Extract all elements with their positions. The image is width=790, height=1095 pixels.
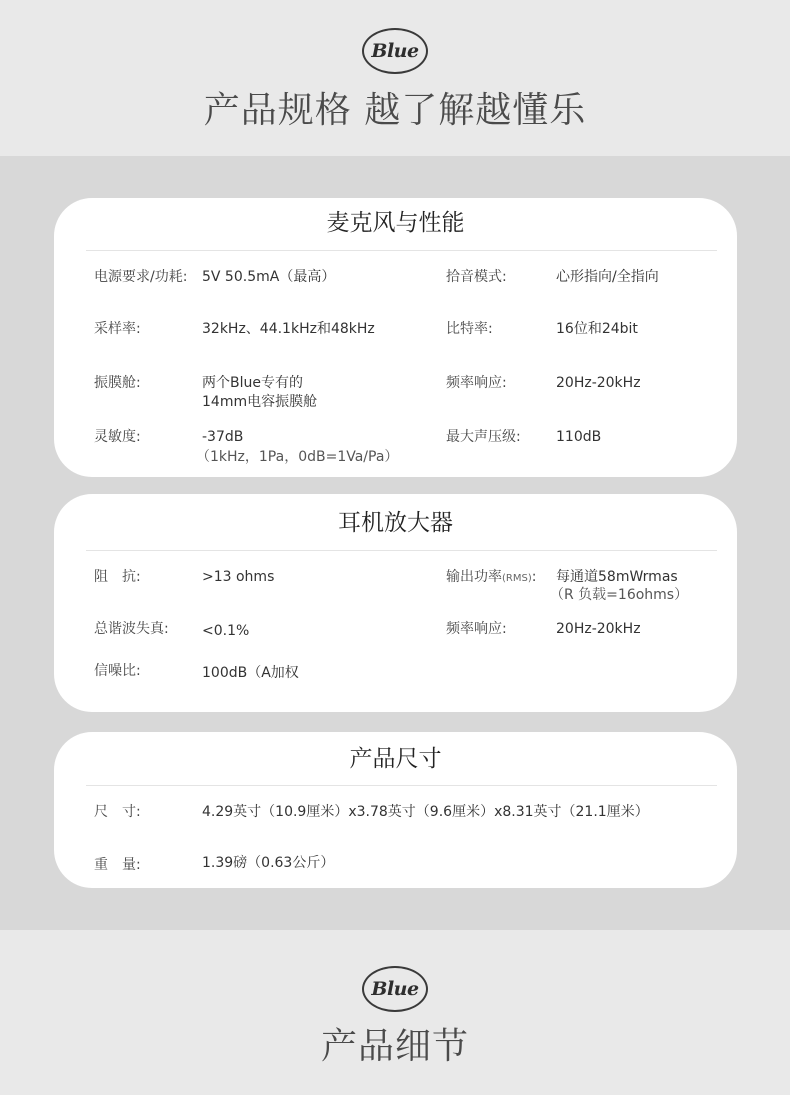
value-frequency-response: 20Hz-20kHz <box>556 621 641 637</box>
value-capsule-line1: 两个Blue专有的 <box>202 375 303 391</box>
label-impedance: 阻 抗: <box>94 569 141 585</box>
footer-band <box>0 930 790 1095</box>
card-divider <box>86 550 717 551</box>
label-capsule: 振膜舱: <box>94 375 141 391</box>
label-snr: 信噪比: <box>94 663 141 679</box>
value-bit-depth: 16位和24bit <box>556 321 638 337</box>
label-output-power-rms: (RMS) <box>502 573 532 584</box>
label-sensitivity: 灵敏度: <box>94 429 141 445</box>
value-thd: <0.1% <box>202 623 250 639</box>
blue-logo <box>362 966 428 1012</box>
label-frequency-response: 频率响应: <box>446 375 507 391</box>
value-power: 5V 50.5mA（最高） <box>202 269 336 285</box>
card-title-mic: 麦克风与性能 <box>326 210 465 236</box>
label-thd: 总谐波失真: <box>94 621 169 637</box>
value-frequency-response: 20Hz-20kHz <box>556 375 641 391</box>
label-bit-depth: 比特率: <box>446 321 493 337</box>
headphone-amp-card <box>54 494 737 712</box>
value-impedance: >13 ohms <box>202 569 275 585</box>
value-weight: 1.39磅（0.63公斤） <box>202 855 335 871</box>
mic-performance-card <box>54 198 737 477</box>
value-output-power-line1: 每通道58mWrmas <box>556 569 678 585</box>
label-output-power-main: 输出功率 <box>446 569 502 585</box>
card-divider <box>86 785 717 786</box>
card-title-size: 产品尺寸 <box>349 746 442 772</box>
page-title: 产品规格 越了解越懂乐 <box>203 90 587 131</box>
label-max-spl: 最大声压级: <box>446 429 521 445</box>
label-power: 电源要求/功耗: <box>94 269 188 285</box>
value-pattern: 心形指向/全指向 <box>556 269 659 285</box>
section-title-details: 产品细节 <box>320 1026 469 1067</box>
blue-logo-text: Blue <box>371 39 419 62</box>
value-max-spl: 110dB <box>556 429 602 445</box>
product-size-card <box>54 732 737 888</box>
value-sensitivity-line1: -37dB <box>202 429 244 445</box>
value-sample-rate: 32kHz、44.1kHz和48kHz <box>202 321 375 337</box>
value-output-power-line2: （R 负载=16ohms） <box>550 587 689 603</box>
value-dimensions: 4.29英寸（10.9厘米）x3.78英寸（9.6厘米）x8.31英寸（21.1厘米） <box>202 804 649 820</box>
card-title-amp: 耳机放大器 <box>338 510 453 536</box>
label-output-power-colon: : <box>531 569 537 585</box>
label-sample-rate: 采样率: <box>94 321 141 337</box>
value-snr: 100dB（A加权 <box>202 665 299 681</box>
label-weight: 重 量: <box>94 857 141 873</box>
value-capsule-line2: 14mm电容振膜舱 <box>202 394 318 410</box>
label-dimensions: 尺 寸: <box>94 804 141 820</box>
label-frequency-response: 频率响应: <box>446 621 507 637</box>
blue-logo <box>362 28 428 74</box>
value-sensitivity-line2: （1kHz，1Pa，0dB=1Va/Pa） <box>196 449 399 465</box>
blue-logo-text: Blue <box>371 977 419 1000</box>
label-output-power <box>446 568 536 588</box>
label-pattern: 拾音模式: <box>446 269 507 285</box>
card-divider <box>86 250 717 251</box>
